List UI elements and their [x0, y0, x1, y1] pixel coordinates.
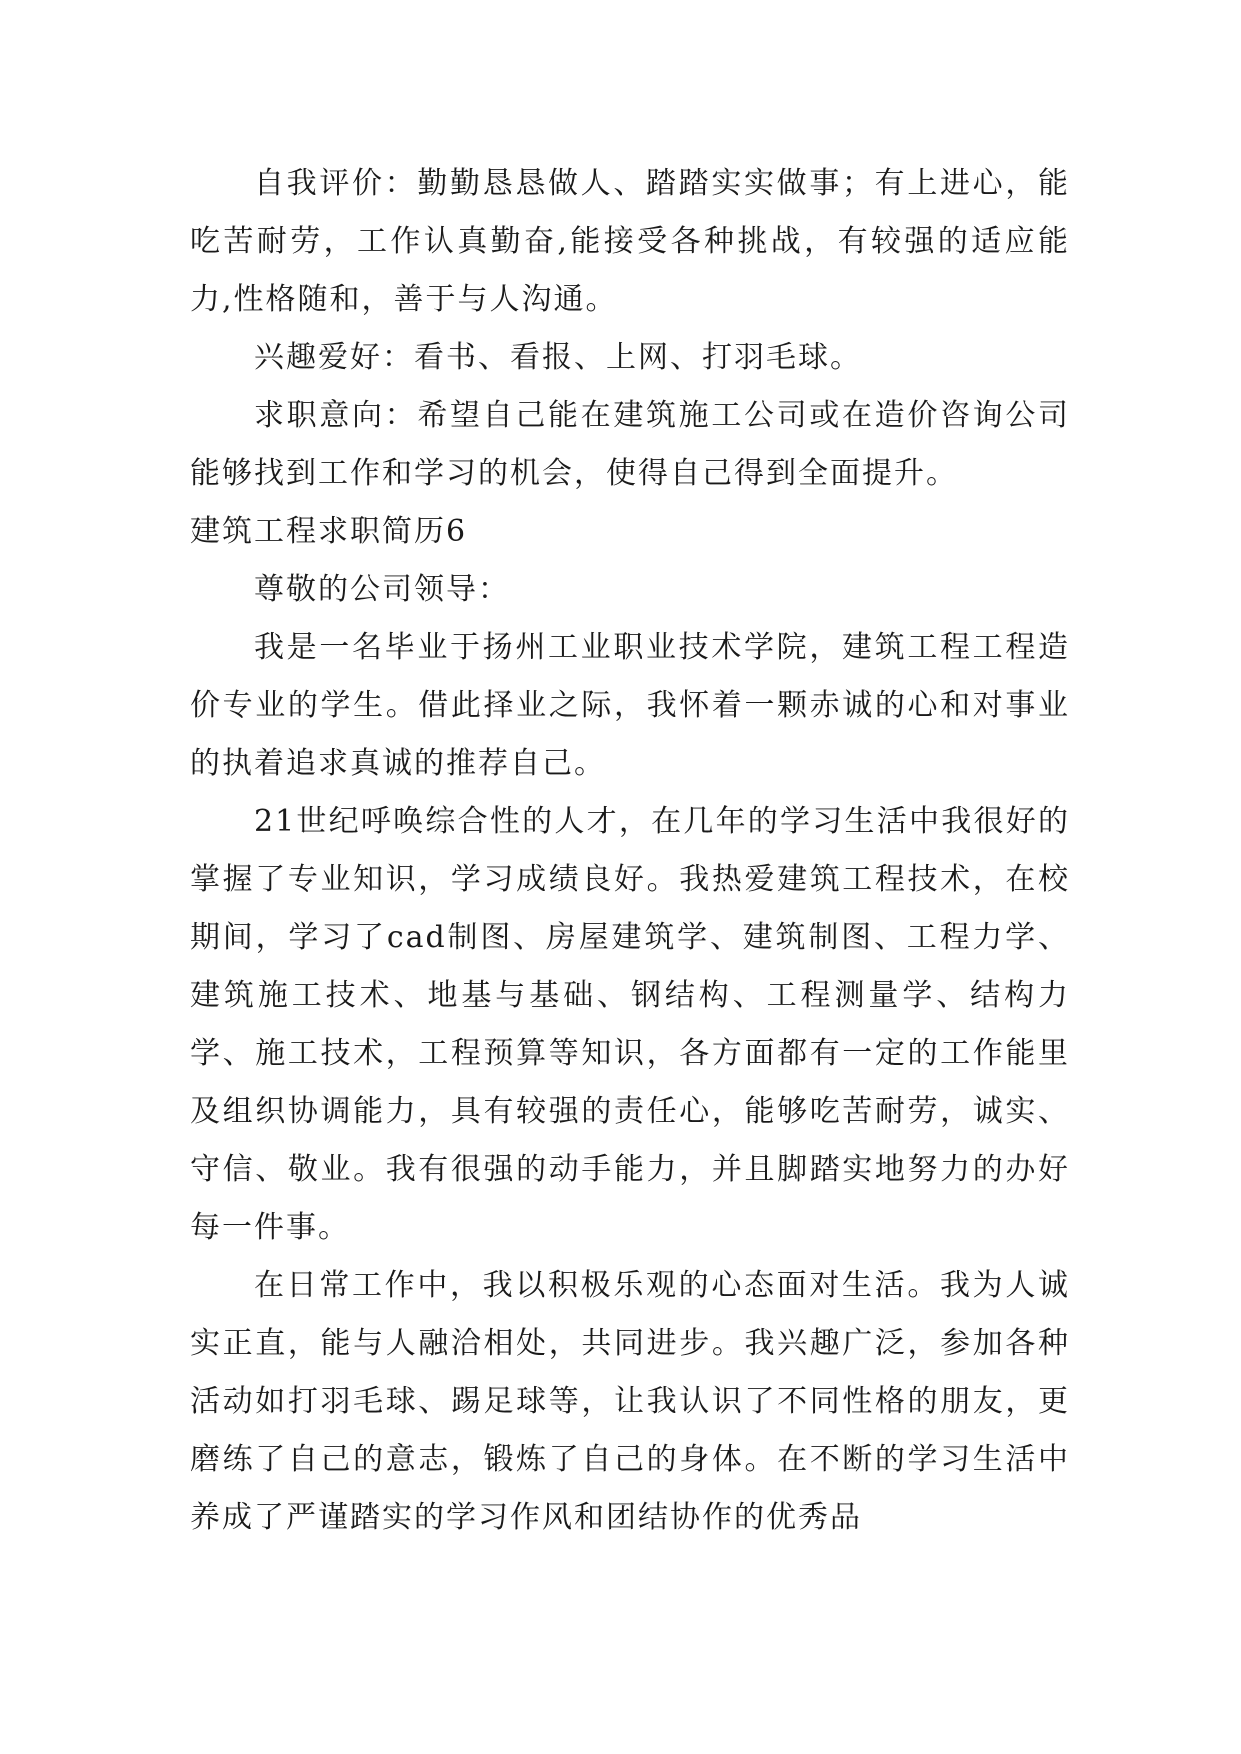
- hobbies-paragraph: 兴趣爱好：看书、看报、上网、打羽毛球。: [254, 340, 862, 375]
- document-body: [190, 155, 1070, 1547]
- daily-life-paragraph: 在日常工作中，我以积极乐观的心态面对生活。我为人诚实正直，能与人融洽相处，共同进步。我兴趣广泛，参加各种活动如打羽毛球、踢足球等，让我认识了不同性格的朋友，更磨练了自己的意志，锻炼了自己的身体。在不断的学习生活中养成了严谨踏实的学习作风和团结协作的优秀品: [190, 1268, 1070, 1535]
- self-evaluation-paragraph: 自我评价：勤勤恳恳做人、踏踏实实做事；有上进心，能吃苦耐劳，工作认真勤奋,能接受各种挑战，有较强的适应能力,性格随和，善于与人沟通。: [190, 166, 1070, 317]
- salutation: 尊敬的公司领导：: [254, 572, 510, 607]
- section-title: 建筑工程求职简历6: [190, 514, 468, 549]
- job-intention-paragraph: 求职意向：希望自己能在建筑施工公司或在造价咨询公司能够找到工作和学习的机会，使得自己得到全面提升。: [190, 398, 1070, 491]
- skills-paragraph: 21世纪呼唤综合性的人才，在几年的学习生活中我很好的掌握了专业知识，学习成绩良好。我热爱建筑工程技术，在校期间，学习了cad制图、房屋建筑学、建筑制图、工程力学、建筑施工技术、地基与基础、钢结构、工程测量学、结构力学、施工技术，工程预算等知识，各方面都有一定的工作能里及组织协调能力，具有较强的责任心，能够吃苦耐劳，诚实、守信、敬业。我有很强的动手能力，并且脚踏实地努力的办好每一件事。: [190, 804, 1070, 1245]
- intro-paragraph: 我是一名毕业于扬州工业职业技术学院，建筑工程工程造价专业的学生。借此择业之际，我怀着一颗赤诚的心和对事业的执着追求真诚的推荐自己。: [190, 630, 1070, 781]
